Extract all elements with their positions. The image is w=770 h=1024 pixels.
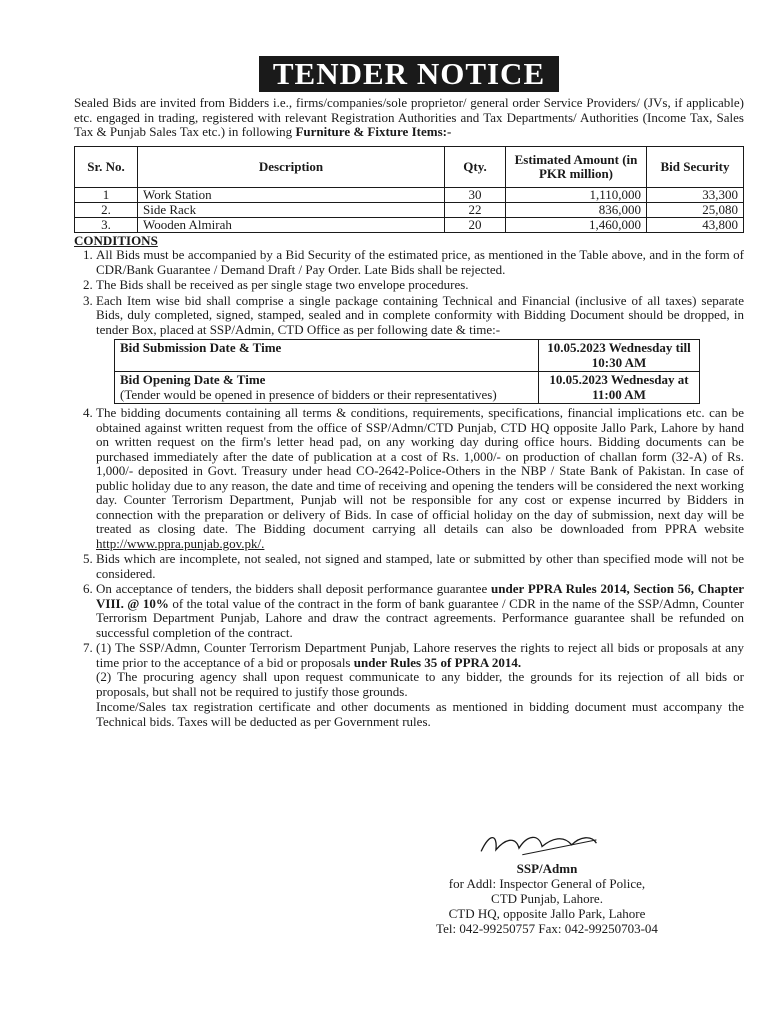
condition-4-text: The bidding documents containing all terms & conditions, requirements, specifications, financial implications etc. can be obtained against written request from the office of SSP/Admn/CTD Punjab, CTD HQ opposite Jallo Park, Lahore by hand on written request on the firm's letter head pad, on any working day during office hours. Bidding documents can be purchased immediately after the date of publication at a cost of Rs. 1,000/- on production of challan form (32-A) of Rs. 1,000/- deposited in Govt. Treasury under head CO-2642-Police-Others in the NBP / State Bank of Pakistan. In case of public holiday due to any reason, the date and time of receiving and opening the tenders will be considered the next working day. Counter Terrorism Department, Punjab will not be responsible for any cost or expense incurred by Bidders in connection with the preparation or delivery of Bids. In case of official holiday on the day of submission, next day will be treated as closing date. The Bidding document carrying all details can also be downloaded from PPRA website — [96, 405, 744, 536]
cell-amount: 1,460,000 — [506, 217, 647, 232]
conditions-list — [74, 248, 744, 699]
signatory-line-4: Tel: 042-99250757 Fax: 042-99250703-04 — [436, 921, 658, 936]
cell-sr: 3. — [75, 217, 138, 232]
condition-7 — [96, 641, 744, 699]
cell-security: 25,080 — [647, 202, 744, 217]
opening-value: 10.05.2023 Wednesday at 11:00 AM — [539, 372, 700, 404]
condition-1 — [96, 248, 744, 277]
condition-7-text-b: under Rules 35 of PPRA 2014. — [353, 654, 522, 670]
header-bid-security: Bid Security — [647, 146, 744, 187]
ppra-link[interactable]: http://www.ppra.punjab.gov.pk/. — [96, 535, 265, 551]
cell-sr: 2. — [75, 202, 138, 217]
condition-5 — [96, 552, 744, 581]
title-wrap — [74, 56, 744, 92]
table-row — [75, 202, 744, 217]
schedule-table — [114, 339, 700, 404]
condition-2-text: The Bids shall be received as per single stage two envelope procedures. — [96, 277, 469, 292]
intro-text: Sealed Bids are invited from Bidders i.e., firms/companies/sole proprietor/ general order Service Providers/ (JVs, if applicable) etc. engaged in trading, registered with relevant Registration Authorities and Tax Departments/ Authorities (Income Tax, Sales Tax & Punjab Sales Tax etc.) in following — [74, 95, 744, 139]
conditions-title: CONDITIONS — [74, 232, 158, 248]
cell-qty: 30 — [445, 187, 506, 202]
condition-7-text-a: (1) The SSP/Admn, Counter Terrorism Department Punjab, Lahore reserves the rights to reject all bids or proposals at any time prior to the acceptance of a bid or proposals — [96, 640, 744, 670]
cell-description: Wooden Almirah — [138, 217, 445, 232]
cell-description: Work Station — [138, 187, 445, 202]
cell-qty: 20 — [445, 217, 506, 232]
condition-6-text-c: of the total value of the contract in the form of bank guarantee / CDR in the name of the SSP/Admn, Counter Terrorism Department Punjab, Lahore and draw the contract agreements. Performance guarantee shall be refunded on successful completion of the contract. — [96, 595, 744, 640]
condition-6-text-a: On acceptance of tenders, the bidders shall deposit performance guarantee — [96, 581, 488, 596]
submission-label: Bid Submission Date & Time — [115, 340, 539, 372]
header-estimated-amount: Estimated Amount (in PKR million) — [506, 146, 647, 187]
signature-icon — [457, 830, 637, 858]
items-table — [74, 146, 744, 233]
cell-amount: 836,000 — [506, 202, 647, 217]
intro-items-label: Items:- — [411, 124, 452, 139]
page-title: TENDER NOTICE — [259, 56, 559, 92]
schedule-row-opening — [115, 372, 700, 404]
opening-label: Bid Opening Date & Time — [120, 372, 266, 387]
cell-amount: 1,110,000 — [506, 187, 647, 202]
header-qty: Qty. — [445, 146, 506, 187]
closing-paragraph: Income/Sales tax registration certificate and other documents as mentioned in bidding document must accompany the Technical bids. Taxes will be deducted as per Government rules. — [96, 699, 744, 729]
signature-block — [422, 830, 672, 936]
condition-3-text: Each Item wise bid shall comprise a single package containing Technical and Financial (inclusive of all taxes) separate Bids, duly completed, signed, stamped, sealed and in complete conformity with Bidding Document should be dropped, in tender Box, placed at SSP/Admin, CTD Office as per following date & time:- — [96, 292, 744, 337]
intro-category: Furniture & Fixture — [295, 124, 409, 139]
condition-3 — [96, 294, 744, 405]
cell-security: 43,800 — [647, 217, 744, 232]
signatory-designation: SSP/Admn — [516, 861, 578, 876]
table-row — [75, 217, 744, 232]
condition-6-text-b: under PPRA Rules 2014, Section 56, Chapter VIII. @ 10% — [96, 581, 745, 611]
cell-description: Side Rack — [138, 202, 445, 217]
condition-6 — [96, 582, 744, 640]
opening-note: (Tender would be opened in presence of bidders or their representatives) — [120, 386, 497, 402]
cell-sr: 1 — [75, 187, 138, 202]
opening-label-cell — [115, 372, 539, 404]
schedule-row-submission — [115, 340, 700, 372]
items-table-header-row — [75, 146, 744, 187]
signatory-line-2: CTD Punjab, Lahore. — [491, 891, 603, 906]
table-row — [75, 187, 744, 202]
condition-2 — [96, 278, 744, 293]
cell-security: 33,300 — [647, 187, 744, 202]
intro-paragraph — [74, 96, 744, 140]
condition-5-text: Bids which are incomplete, not sealed, not signed and stamped, late or submitted by other than specified mode will not be considered. — [96, 551, 744, 581]
signatory-line-1: for Addl: Inspector General of Police, — [448, 876, 646, 891]
signatory-line-3: CTD HQ, opposite Jallo Park, Lahore — [448, 906, 646, 921]
condition-4 — [96, 406, 744, 551]
condition-1-text: All Bids must be accompanied by a Bid Security of the estimated price, as mentioned in the Table above, and in the form of CDR/Bank Guarantee / Demand Draft / Pay Order. Late Bids shall be rejected. — [96, 247, 744, 277]
submission-value: 10.05.2023 Wednesday till 10:30 AM — [539, 340, 700, 372]
header-sr-no: Sr. No. — [75, 146, 138, 187]
cell-qty: 22 — [445, 202, 506, 217]
condition-7-text-c: (2) The procuring agency shall upon request communicate to any bidder, the grounds for its rejection of all bids or proposals, but shall not be required to justify those grounds. — [96, 669, 744, 699]
header-description: Description — [138, 146, 445, 187]
